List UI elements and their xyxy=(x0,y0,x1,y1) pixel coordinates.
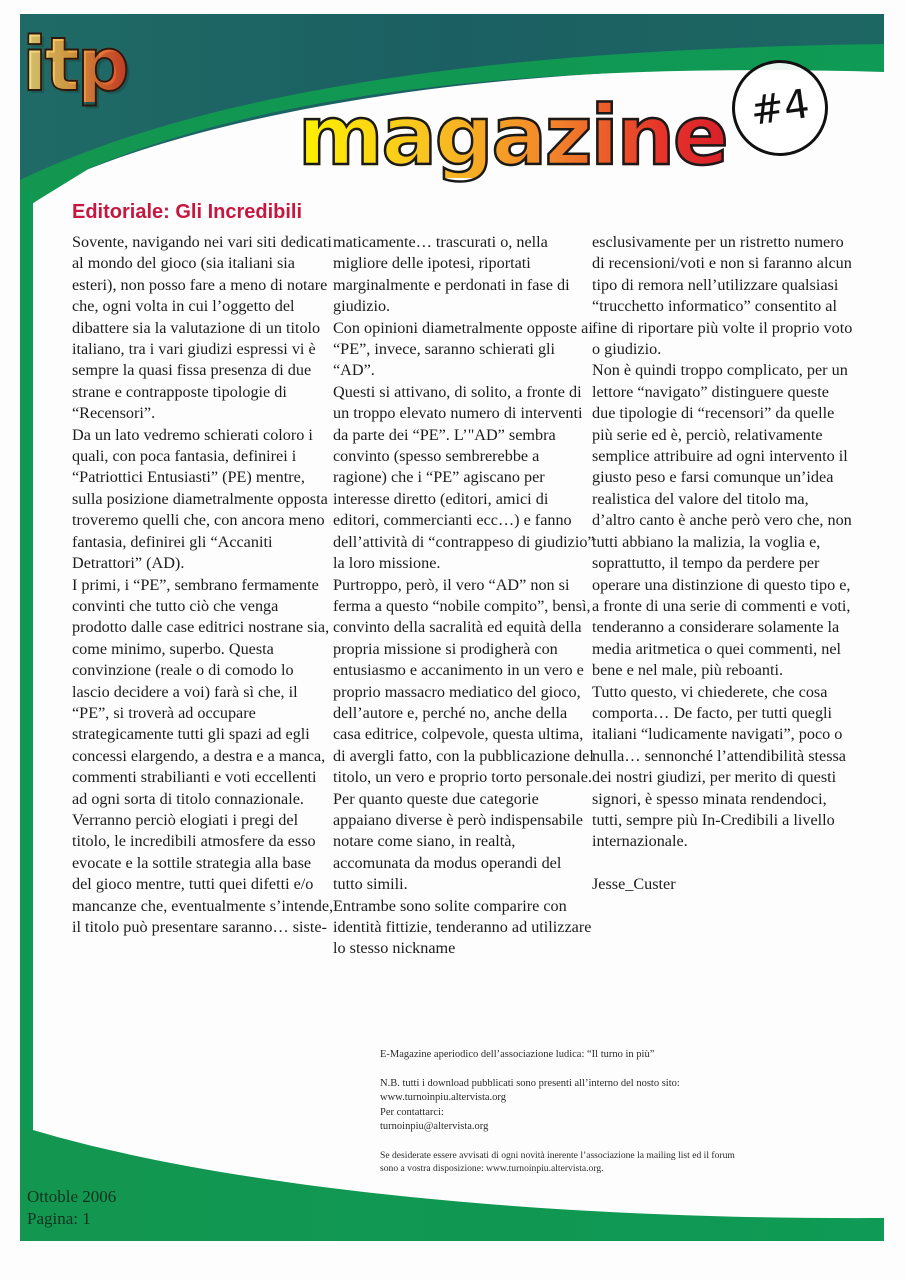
article-title: Editoriale: Gli Incredibili xyxy=(72,201,303,223)
paragraph: Con opinioni diametralmente opposte ai “PE”, invece, saranno schierati gli “AD”. xyxy=(333,318,593,380)
page-number: Pagina: 1 xyxy=(27,1209,91,1228)
paragraph: Per quanto queste due categorie appaiano diverse è però indispensabile notare come siano, in realtà, accomunata da modus operandi del tutto simili. xyxy=(333,789,583,894)
publication-info xyxy=(380,1048,820,1176)
email-link[interactable]: turnoinpiu@altervista.org xyxy=(380,1121,489,1132)
issue-date: Ottoble 2006 xyxy=(27,1187,117,1206)
magazine-logo: magazine xyxy=(298,89,727,184)
website-link[interactable]: www.turnoinpiu.altervista.org xyxy=(380,1092,506,1103)
paragraph: I primi, i “PE”, sembrano fermamente convinti che tutto ciò che venga prodotto dalle case editrici nostrane sia, come minimo, superbo. Questa convinzione (reale o di comodo lo lascio decidere a voi) farà sì che, il “PE”, si troverà ad occupare strategicamente tutti gli spazi ad egli concessi elargendo, a destra e a manca, commenti strabilianti e voti eccellenti ad ogni sorta di titolo connazionale. Verranno perciò elogiati i pregi del titolo, le incredibili atmosfere da esso evocate e la sottile strategia alla base del gioco mentre, tutti quei difetti e/o mancanze che, eventualmente s’intende, il titolo può presentare saranno… siste- xyxy=(72,575,334,936)
mailing-list-note-2: sono a vostra disposizione: www.turnoinpiu.altervista.org. xyxy=(380,1163,604,1174)
paragraph: Entrambe sono solite comparire con identità fittizie, tenderanno ad utilizzare lo stesso nickname xyxy=(333,896,592,958)
download-note: N.B. tutti i download pubblicati sono presenti all’interno del nosto sito: xyxy=(380,1077,680,1089)
paragraph: Non è quindi troppo complicato, per un lettore “navigato” distinguere queste due tipologie di “recensori” da quelle più serie ed è, perciò, relativamente semplice attribuire ad ogni intervento il giusto peso e farsi comunque un’idea realistica del valore del titolo ma, d’altro canto è anche però vero che, non tutti abbiano la malizia, la voglia e, soprattutto, il tempo da perdere per operare una distinzione di questo tipo e, a fronte di una serie di commenti e voti, tenderanno a considerare solamente la media aritmetica o quei commenti, nel bene e nel male, più reboanti. xyxy=(592,361,852,680)
mailing-list-note: Se desiderate essere avvisati di ogni novità inerente l’associazione la mailing list ed il forum xyxy=(380,1149,735,1161)
paragraph: Purtroppo, però, il vero “AD” non si ferma a questo “nobile compito”, bensì, convinto della sacralità ed equità della propria missione si prodigherà con entusiasmo e accanimento in un vero e proprio massacro mediatico del gioco, dell’autore e, perché no, anche della casa editrice, colpevole, questa ultima, di avergli fatto, con la pubblicazione del titolo, un vero e proprio torto personale. xyxy=(333,575,594,787)
author-signature: Jesse_Custer xyxy=(592,875,676,894)
issue-date-block xyxy=(27,1186,116,1230)
contact-label: Per contattarci: xyxy=(380,1106,444,1118)
paragraph: Questi si attivano, di solito, a fronte di un troppo elevato numero di interventi da parte dei “PE”. L’"AD” sembra convinto (spesso sembrerebbe a ragione) che i “PE” agiscano per interesse diretto (editori, amici di editori, commercianti ecc…) e fanno dell’attività di “contrappeso di giudizio” la loro missione. xyxy=(333,382,595,573)
paragraph: Tutto questo, vi chiederete, che cosa comporta… De facto, per tutti quegli italiani “ludicamente navigati”, poco o nulla… sennonché l’attendibilità stessa dei nostri giudizi, per merito di questi signori, è spesso minata rendendoci, tutti, sempre più In-Credibili a livello internazionale. xyxy=(592,682,846,851)
paragraph: Sovente, navigando nei vari siti dedicati al mondo del gioco (sia italiani sia esteri), non posso fare a meno di notare che, ogni volta in cui l’oggetto del dibattere sia la valutazione di un titolo italiano, tra i vari giudizi espressi vi è sempre la quasi fissa presenza di due strane e contrapposte tipologie di “Recensori”. xyxy=(72,233,332,423)
article-column-3 xyxy=(592,232,854,896)
issue-number-badge: #4 xyxy=(726,54,834,162)
article-column-1 xyxy=(72,232,334,938)
magazine-tagline: E-Magazine aperiodico dell’associazione ludica: “Il turno in più” xyxy=(380,1049,655,1060)
paragraph: Da un lato vedremo schierati coloro i quali, con poca fantasia, definirei i “Patriottici Entusiasti” (PE) mentre, sulla posizione diametralmente opposta troveremo quelli che, con ancora meno fantasia, definirei gli “Accaniti Detrattori” (AD). xyxy=(72,425,328,573)
paragraph: esclusivamente per un ristretto numero di recensioni/voti e non si faranno alcun tipo di remora nell’utilizzare qualsiasi “trucchetto informatico” consentito al fine di riportare più volte il proprio voto o giudizio. xyxy=(592,233,853,359)
itp-logo: itp xyxy=(22,22,127,108)
article-column-2 xyxy=(333,232,595,960)
paragraph: maticamente… trascurati o, nella migliore delle ipotesi, riportati marginalmente e perdonati in fase di giudizio. xyxy=(333,233,570,316)
